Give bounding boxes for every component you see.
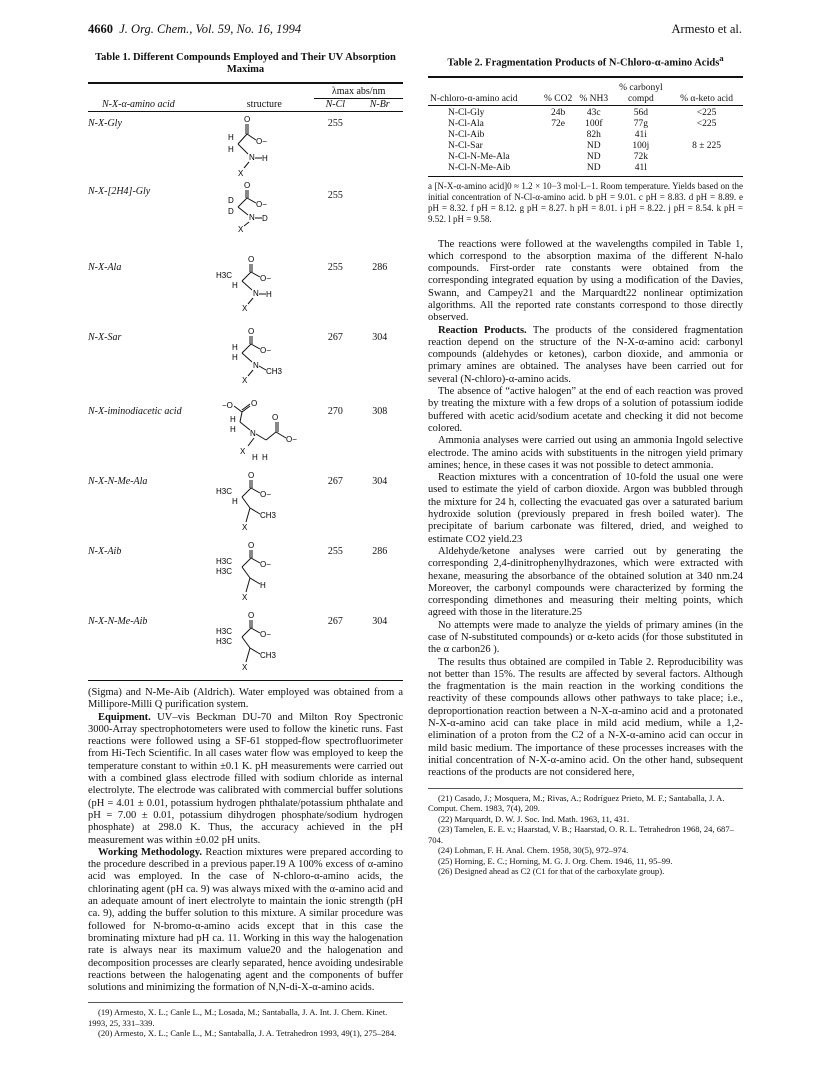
svg-text:N: N: [253, 289, 260, 298]
table-row: [88, 610, 403, 680]
journal-name: J. Org. Chem., Vol. 59, No. 16, 1994: [119, 22, 302, 36]
svg-text:H3C: H3C: [216, 557, 233, 566]
svg-text:O: O: [272, 413, 279, 422]
structure-d4-gly: [214, 182, 314, 232]
svg-text:O−: O−: [286, 435, 298, 444]
carbonyl-value: 41i: [634, 129, 647, 140]
keto-value: [670, 163, 743, 174]
keto-value: <225: [696, 118, 717, 129]
compound-name: N-Cl-Aib: [448, 129, 485, 140]
compound-name: N-X-iminodiacetic acid: [88, 406, 182, 417]
reference: (26) Designed ahead as C2 (C1 for that of the carboxylate group).: [438, 866, 665, 877]
compound-name: N-X-N-Me-Aib: [88, 616, 148, 627]
table-row: [428, 119, 743, 130]
table2-caption: [428, 52, 743, 70]
compound-name: N-Cl-N-Me-Ala: [448, 151, 510, 162]
paragraph-text: The products of the considered fragmentation reaction depend on the structure of the N-X-α-amino acid: carbonyl compounds (aldehydes or ketones), carbon dioxide, and ammonia or primary amines are obtained. The analyses have been carried out for several (N-chloro)-α-amino acids.: [428, 324, 743, 385]
svg-text:CH3: CH3: [260, 651, 277, 660]
svg-text:O−: O−: [260, 630, 272, 639]
co2-value: [540, 152, 576, 163]
nm-cl: 267: [327, 476, 343, 487]
svg-text:X: X: [242, 376, 248, 384]
paragraph: Aldehyde/ketone analyses were carried out by generating the corresponding 2,4-dinitrophenylhydrazones, which were extracted with hexane, measuring the absorbance of the obtained solution at 340 nm.24 Moreover, the carbonyl compounds were characterized by forming the corresponding dimethones and measuring their melting points, which agreed with those in the literature.25: [428, 545, 743, 619]
structure-ala: [214, 254, 314, 312]
table2: [428, 78, 743, 174]
svg-text:H3C: H3C: [216, 637, 233, 646]
reference: (21) Casado, J.; Mosquera, M.; Rivas, A.; Rodríguez Prieto, M. F.; Santaballa, J. A. Comput. Chem. 1983, 7(4), 209.: [428, 792, 725, 814]
svg-text:O−: O−: [260, 490, 272, 499]
svg-text:N: N: [253, 361, 260, 370]
svg-text:H: H: [262, 453, 269, 462]
table2-caption-text: Table 2. Fragmentation Products of N-Chloro-α-amino Acids: [447, 57, 720, 69]
reference: (22) Marquardt, D. W. J. Soc. Ind. Math. 1963, 11, 431.: [438, 813, 630, 824]
table-row: [88, 470, 403, 540]
co2-value: [540, 163, 576, 174]
svg-text:O−: O−: [256, 200, 268, 209]
svg-text:O: O: [251, 399, 258, 408]
table2-col-co2: % CO2: [543, 93, 573, 104]
co2-value: 24b: [550, 107, 566, 118]
nm-br: 308: [372, 406, 388, 417]
compound-name: N-X-[2H4]-Gly: [88, 186, 151, 197]
reference: (25) Horning, E. C.; Horning, M. G. J. Org. Chem. 1946, 11, 95–99.: [438, 855, 673, 866]
paragraph-text: Reaction mixtures were prepared according to the procedure described in a previous paper.19 A 100% excess of α-amino acid was employed. In the case of N-chloro-α-amino acids, the chlorinating agent (pH ca. 9) was always mixed with the α-amino acid and an adequate amount of inert electrolyte to maintain the ionic strength (pH ca. 9), adding the buffer solution to this mixture. A similar procedure was followed for N-bromo-α-amino acids except that in this case the brominating mixture had pH ca. 11. Working in this way the halogenation rate is always near its maximum value20 and the halogenation and decomposition processes are clearly separated, hence avoiding undesirable reactions between the halogenating agent and the components of buffer solutions and minimizing the formation of N,N-di-X-α-amino acids.: [88, 846, 403, 994]
table1-col-br: N-Br: [369, 99, 390, 110]
carbonyl-value: 100j: [632, 140, 650, 151]
svg-text:H: H: [266, 290, 273, 299]
structure-n-me-aib: [214, 610, 314, 672]
table-row: [428, 163, 743, 174]
svg-text:X: X: [242, 663, 248, 672]
references-left: [88, 1007, 403, 1039]
table-row: [88, 396, 403, 470]
keto-value: <225: [696, 107, 717, 118]
svg-text:X: X: [242, 593, 248, 602]
table2-footnote: a [N-X-α-amino acid]0 ≈ 1.2 × 10−3 mol·L−1. Room temperature. Yields based on the initial concentration of N-Cl-α-amino acid. b pH = 9.01. c pH = 8.83. d pH = 8.89. e pH = 8.32. f pH = 8.12. g pH = 8.27. h pH = 8.01. i pH = 8.22. j pH = 8.54. k pH = 9.52. l pH = 9.58.: [428, 180, 743, 224]
svg-text:O: O: [248, 327, 255, 336]
table1-caption: Table 1. Different Compounds Employed and Their UV Absorption Maxima: [95, 52, 396, 75]
section-heading: Equipment.: [98, 711, 151, 723]
table2-col-keto: % α-keto acid: [680, 93, 734, 104]
nm-cl: 270: [327, 406, 343, 417]
table2-col-name: N-chloro-α-amino acid: [430, 93, 518, 104]
paragraph: (Sigma) and N-Me-Aib (Aldrich). Water employed was obtained from a Millipore-Milli Q purification system.: [88, 687, 403, 711]
svg-text:O−: O−: [260, 560, 272, 569]
co2-value: [540, 141, 576, 152]
svg-text:N: N: [250, 429, 257, 438]
structure-gly: [214, 114, 314, 176]
svg-text:CH3: CH3: [260, 511, 277, 520]
svg-text:D: D: [228, 207, 235, 216]
table-row: [88, 114, 403, 182]
authors: Armesto et al.: [671, 22, 742, 36]
keto-value: [670, 152, 743, 163]
compound-name: N-X-Gly: [88, 118, 122, 129]
svg-text:H: H: [232, 353, 239, 362]
right-column: [428, 52, 743, 877]
section-heading: Working Methodology.: [98, 846, 203, 858]
right-body-text: [428, 239, 743, 780]
table1: [88, 84, 403, 680]
paragraph: The results thus obtained are compiled in Table 2. Reproducibility was not better than 15%. The results are affected by several factors. Although the fragmentation is the main reaction in the working conditions the reactivity of these compounds allows other pathways to take place; i.e., deproportionation reaction between a N-X-α-amino acid and a protonated N-X-α-amino acid can take place in mild acid medium, while a 1,2-elimination of a proton from the C2 of a N-X-α-amino acid can occur in mild basic medium. The importance of these processes increases with the initial concentration of N-X-α-amino acid. On the other hand, subsequent reactions of the products are not considered here,: [428, 656, 743, 779]
table-row: [428, 152, 743, 163]
svg-text:CH3: CH3: [266, 367, 283, 376]
svg-text:H: H: [232, 281, 239, 290]
co2-value: 72e: [551, 118, 565, 129]
nm-br: 304: [372, 332, 388, 343]
svg-text:H: H: [230, 415, 237, 424]
svg-text:O: O: [248, 611, 255, 620]
nh3-value: ND: [586, 162, 601, 173]
svg-text:H3C: H3C: [216, 627, 233, 636]
compound-name: N-Cl-Ala: [448, 118, 484, 129]
svg-text:D: D: [262, 214, 269, 223]
compound-name: N-X-Ala: [88, 262, 122, 273]
table-row: [88, 326, 403, 396]
paragraph: [88, 847, 403, 995]
nm-br: 286: [372, 546, 388, 557]
journal-citation: [88, 22, 301, 37]
table-row: [428, 108, 743, 119]
compound-name: N-X-Sar: [88, 332, 122, 343]
svg-text:O−: O−: [260, 346, 272, 355]
paragraph: Reaction mixtures with a concentration of 10-fold the usual one were used to estimate the yield of carbon dioxide. Argon was bubbled through the mixture for 24 h, collecting the evacuated gas over a saturated barium hydroxide solution (previously prepared in fresh boiled water). The precipitate of barium carbonate was filtered, dried, and weighed to estimate CO2 yield.23: [428, 472, 743, 545]
reference: (23) Tamelen, E. E. v.; Haarstad, V. B.; Haarstad, O. R. L. Tetrahedron 1968, 24, 687–704.: [428, 824, 734, 845]
compound-name: N-Cl-Sar: [448, 140, 483, 151]
carbonyl-value: 56d: [633, 107, 648, 118]
svg-text:H: H: [232, 343, 239, 352]
svg-text:O−: O−: [256, 137, 268, 146]
svg-text:−O: −O: [222, 401, 234, 410]
paragraph: [88, 712, 403, 847]
table2-col-carbonyl: % carbonyl compd: [619, 82, 663, 104]
co2-value: [540, 130, 576, 141]
svg-text:H3C: H3C: [216, 567, 233, 576]
svg-text:O: O: [244, 182, 251, 190]
nm-cl: 255: [327, 118, 343, 129]
table-rule: [428, 176, 743, 177]
footnote-separator: [88, 1002, 403, 1003]
svg-text:O: O: [248, 255, 255, 264]
reference: (19) Armesto, X. L.; Canle L., M.; Losada, M.; Santaballa, J. A. Int. J. Chem. Kinet. 1993, 25, 331–339.: [88, 1007, 388, 1028]
section-heading: Reaction Products.: [438, 324, 527, 336]
paragraph: No attempts were made to analyze the yields of primary amines (in the case of N-substituted compounds) or α-keto acids (for those substituted in the α carbon26 ).: [428, 619, 743, 656]
structure-iminodiacetic: [214, 396, 314, 464]
svg-text:H3C: H3C: [216, 271, 233, 280]
left-column: [88, 52, 403, 1039]
nh3-value: 100f: [585, 118, 603, 129]
nh3-value: ND: [586, 140, 601, 151]
compound-name: N-Cl-Gly: [448, 107, 485, 118]
table1-group-header: λmax abs/nm: [314, 84, 403, 99]
nm-br: 304: [372, 616, 388, 627]
svg-text:O−: O−: [260, 274, 272, 283]
nm-cl: 267: [327, 332, 343, 343]
table1-col-structure: structure: [246, 98, 282, 110]
nm-br: 286: [372, 262, 388, 273]
table-row: [428, 141, 743, 152]
nh3-value: 43c: [586, 107, 601, 118]
nm-cl: 255: [327, 262, 343, 273]
nh3-value: ND: [586, 151, 601, 162]
svg-text:H: H: [252, 453, 259, 462]
svg-text:H: H: [232, 497, 239, 506]
compound-name: N-Cl-N-Me-Aib: [448, 162, 511, 173]
paragraph: [428, 325, 743, 386]
structure-sar: [214, 326, 314, 384]
reference: (24) Lohman, F. H. Anal. Chem. 1958, 30(5), 972–974.: [438, 845, 629, 856]
compound-name: N-X-N-Me-Ala: [88, 476, 148, 487]
structure-n-me-ala: [214, 470, 314, 532]
table-row: [88, 254, 403, 326]
nm-cl: 255: [327, 190, 343, 201]
svg-text:H: H: [262, 154, 269, 163]
footnote-marker: a: [719, 53, 724, 63]
svg-text:O: O: [248, 541, 255, 550]
nm-cl: 267: [327, 616, 343, 627]
svg-text:X: X: [238, 225, 244, 232]
footnote-separator: [428, 788, 743, 789]
keto-value: 8 ± 225: [692, 140, 722, 151]
carbonyl-value: 77g: [633, 118, 648, 129]
nh3-value: 82h: [586, 129, 601, 140]
svg-text:H: H: [228, 145, 235, 154]
left-body-text: [88, 687, 403, 994]
page-number: 4660: [88, 22, 113, 36]
nm-br: [356, 182, 403, 254]
svg-text:X: X: [242, 523, 248, 532]
paragraph: The absence of “active halogen” at the end of each reaction was proved by treating the mixture with a few drops of a solution of potassium iodide buffered with acetic acid/sodium acetate and checking it did not become colored.: [428, 386, 743, 434]
table-row: [88, 540, 403, 610]
svg-text:H: H: [260, 581, 267, 590]
nm-cl: 255: [327, 546, 343, 557]
svg-text:H: H: [230, 425, 237, 434]
svg-text:X: X: [238, 169, 244, 176]
carbonyl-value: 72k: [633, 151, 648, 162]
keto-value: [670, 130, 743, 141]
carbonyl-value: 41l: [634, 162, 647, 173]
nm-br: [356, 114, 403, 182]
paragraph: Ammonia analyses were carried out using an ammonia Ingold selective electrode. The amino acids with substituents in the nitrogen yield primary amines; hence, in these cases it was not possible to detect ammonia.: [428, 435, 743, 471]
svg-text:O: O: [244, 115, 251, 124]
table1-col-name: N-X-α-amino acid: [102, 98, 175, 110]
paragraph-text: UV–vis Beckman DU-70 and Milton Roy Spectronic 3000-Array spectrophotometers were used to follow the kinetic runs. Fast reactions were followed using a SF-61 stopped-flow spectrofluorimeter from Hi-Tech Scientific. In all cases water flow was employed to keep the temperature constant to within ±0.1 K. pH measurements were carried out with a combined glass electrode filled with sodium chloride as internal electrolyte. The electrode was calibrated with commercial buffer solutions (pH = 4.01 ± 0.01, potassium hydrogen phthalate/potassium phthalate and pH = 7.00 ± 0.01, potassium dihydrogen phosphate/sodium hydrogen phosphate) at 298.0 K. Thus, the accuracy achieved in the pH measurement was within ±0.02 pH units.: [88, 711, 403, 846]
reference: (20) Armesto, X. L.; Canle L., M.; Santaballa, J. A. Tetrahedron 1993, 49(1), 275–284.: [98, 1028, 397, 1039]
svg-text:X: X: [242, 304, 248, 312]
paragraph: The reactions were followed at the wavelengths compiled in Table 1, which correspond to the absorption maxima of the different N-halo compounds. First-order rate constants were obtained from the corresponding integrated equation by using a modification of the Davies, Swann, and Campey21 and the Marquardt22 nonlinear optimization algorithms. All the reported rate constants correspond to those directly observed.: [428, 238, 743, 324]
nm-br: 304: [372, 476, 388, 487]
svg-text:N: N: [249, 213, 256, 222]
svg-text:H: H: [228, 133, 235, 142]
structure-aib: [214, 540, 314, 602]
svg-text:N: N: [249, 153, 256, 162]
table2-col-nh3: % NH3: [579, 93, 609, 104]
svg-text:X: X: [240, 447, 246, 456]
table-row: [428, 130, 743, 141]
table-row: [88, 182, 403, 254]
svg-text:H3C: H3C: [216, 487, 233, 496]
references-right: [428, 793, 743, 877]
table-rule: [88, 680, 403, 681]
running-header: [88, 22, 742, 38]
table1-col-cl: N-Cl: [325, 99, 346, 110]
compound-name: N-X-Aib: [88, 546, 122, 557]
svg-text:D: D: [228, 196, 235, 205]
svg-text:O: O: [248, 471, 255, 480]
